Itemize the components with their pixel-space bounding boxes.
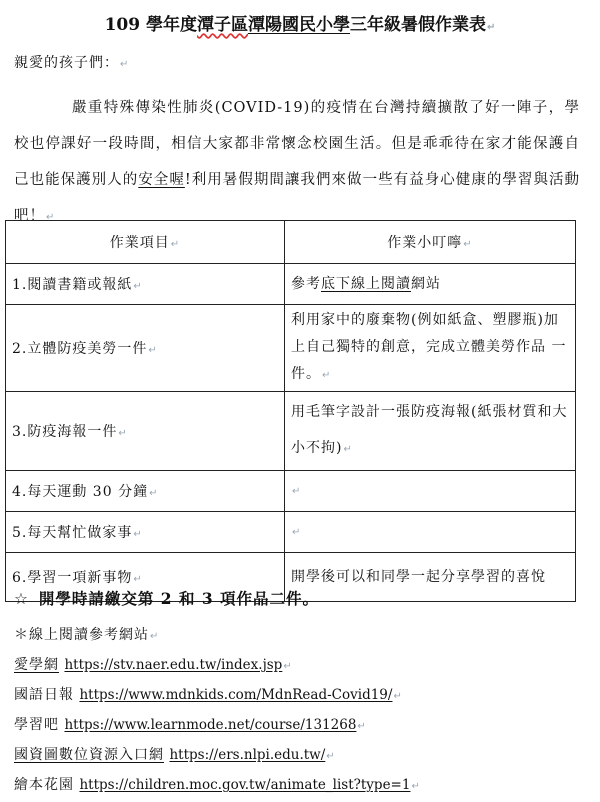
title-prefix: 109 學年度 xyxy=(104,15,197,35)
row-note: ↵ xyxy=(285,471,576,512)
row-item: 3.防疫海報一件↵ xyxy=(6,392,285,471)
online-reading-link[interactable]: 底下線上閱讀 xyxy=(321,275,411,292)
row-note: 開學後可以和同學一起分享學習的喜悅 xyxy=(285,553,576,602)
title-suffix: 三年級暑假作業表 xyxy=(350,15,486,35)
link-url[interactable]: https://www.mdnkids.com/MdnRead-Covid19/ xyxy=(79,687,393,703)
header-item: 作業項目↵ xyxy=(6,221,285,264)
intro-part2: !利用暑假期間讓我們來做一些有益身心健康的學習與活動吧！ xyxy=(14,172,581,224)
title-district: 潭子區 xyxy=(197,15,248,35)
paragraph-mark-icon: ↵ xyxy=(120,59,130,70)
page-title xyxy=(0,10,600,35)
table-row xyxy=(6,471,576,512)
table-row xyxy=(6,512,576,553)
paragraph-mark-icon: ↵ xyxy=(487,22,496,33)
link-url[interactable]: https://ers.nlpi.edu.tw/ xyxy=(169,747,326,763)
reading-links xyxy=(14,620,421,800)
link-name[interactable]: 國資圖數位資源入口網 xyxy=(14,747,164,763)
intro-highlight: 安全喔 xyxy=(138,172,185,188)
link-name[interactable]: 愛學網 xyxy=(14,657,59,673)
row-note: 參考底下線上閱讀網站 xyxy=(285,264,576,305)
table-header-row xyxy=(6,221,576,264)
link-url[interactable]: https://stv.naer.edu.tw/index.jsp xyxy=(64,657,283,673)
list-item: 國語日報 https://www.mdnkids.com/MdnRead-Covid19/↵ xyxy=(14,687,403,703)
intro-paragraph xyxy=(14,90,580,236)
row-item: 6.學習一項新事物↵ xyxy=(6,553,285,602)
list-item: 國資圖數位資源入口網 https://ers.nlpi.edu.tw/↵ xyxy=(14,747,336,763)
paragraph-mark-icon: ↵ xyxy=(46,212,56,223)
intro-part1: 嚴重特殊傳染性肺炎(COVID-19)的疫情在台灣持續擴散了好一陣子，學校也停課好一段時間，相信大家都非常懷念校園生活。但是乖乖待在家才能保護自己也能保護別人的 xyxy=(14,100,580,188)
table-row xyxy=(6,264,576,305)
row-note: 利用家中的廢棄物(例如紙盒、塑膠瓶)加上自己獨特的創意，完成立體美勞作品 一件。↵ xyxy=(285,305,576,392)
list-item: 學習吧 https://www.learnmode.net/course/131268↵ xyxy=(14,717,367,733)
homework-table xyxy=(5,220,576,602)
header-note: 作業小叮嚀↵ xyxy=(285,221,576,264)
row-note: ↵ xyxy=(285,512,576,553)
links-heading: ＊線上閱讀參考網站↵ xyxy=(14,627,160,643)
star-icon: ☆ xyxy=(14,590,29,608)
list-item: 愛學網 https://stv.naer.edu.tw/index.jsp↵ xyxy=(14,657,293,673)
row-item: 4.每天運動 30 分鐘↵ xyxy=(6,471,285,512)
row-item: 2.立體防疫美勞一件↵ xyxy=(6,305,285,392)
title-school: 潭陽國民小學 xyxy=(248,15,350,35)
table-row xyxy=(6,305,576,392)
greeting: 親愛的孩子們：↵ xyxy=(14,55,130,71)
link-url[interactable]: https://children.moc.gov.tw/animate_list?type=1 xyxy=(79,777,411,793)
link-name: 學習吧 xyxy=(14,717,59,733)
row-note: 用毛筆字設計一張防疫海報(紙張材質和大小不拘)↵ xyxy=(285,392,576,471)
submission-notice xyxy=(14,587,319,609)
row-item: 5.每天幫忙做家事↵ xyxy=(6,512,285,553)
link-url[interactable]: https://www.learnmode.net/course/131268 xyxy=(64,717,357,733)
notice-text: 開學時請繳交第 2 和 3 項作品二件。 xyxy=(38,589,320,608)
list-item: 繪本花園 https://children.moc.gov.tw/animate_list?type=1↵ xyxy=(14,777,421,793)
link-name: 繪本花園 xyxy=(14,777,74,793)
table-row xyxy=(6,392,576,471)
row-item: 1.閱讀書籍或報紙↵ xyxy=(6,264,285,305)
link-name: 國語日報 xyxy=(14,687,74,703)
